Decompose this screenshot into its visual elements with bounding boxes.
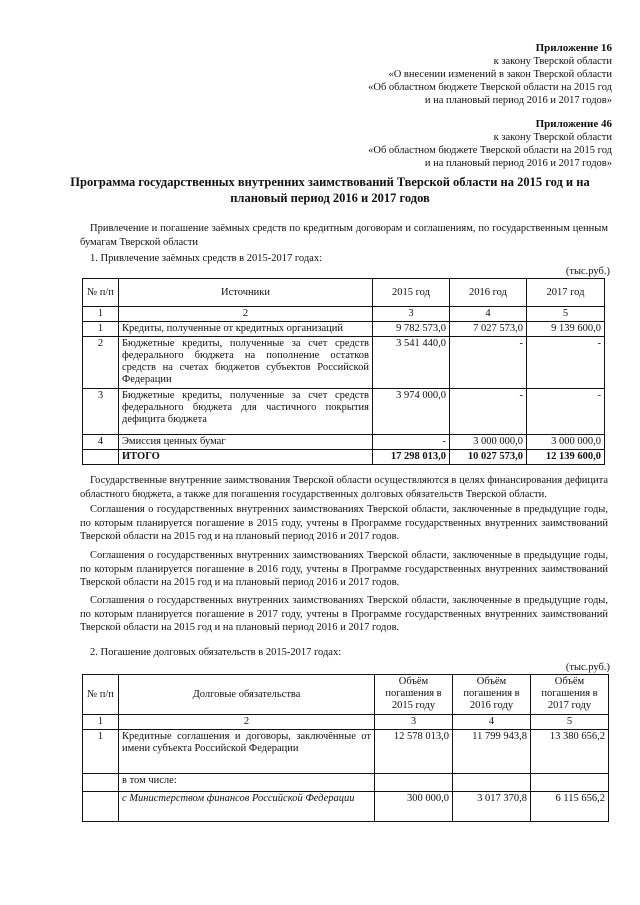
table-row: [83, 792, 609, 822]
table-row: [83, 435, 605, 450]
table-row: [83, 730, 609, 774]
header-cell: 2016 год: [450, 279, 527, 307]
value-2016: 7 027 573,0: [450, 322, 527, 337]
column-number: 5: [531, 715, 609, 730]
column-number: 4: [453, 715, 531, 730]
header-cell: Источники: [119, 279, 373, 307]
body-paragraph: Соглашения о государственных внутренних заимствованиях Тверской области, заключенные в предыдущие годы, по которым планируется погашение в 2016 году, учтены в Программе государственных внутренних заимствований Тверской области на 2015 год и на плановый период 2016 и 2017 годов.: [80, 550, 608, 588]
including-label: в том числе:: [119, 774, 375, 792]
section1-heading: 1. Привлечение заёмных средств в 2015-2017 годах:: [90, 253, 323, 264]
section2-unit: (тыс.руб.): [565, 662, 610, 673]
row-number: 4: [83, 435, 119, 450]
obligation-cell: Кредитные соглашения и договоры, заключённые от имени субъекта Российской Федерации: [119, 730, 375, 774]
column-number: 1: [83, 715, 119, 730]
empty-cell: [531, 774, 609, 792]
header-cell: Долговые обязательства: [119, 675, 375, 715]
total-2016: 10 027 573,0: [450, 450, 527, 465]
total-empty-cell: [83, 450, 119, 465]
header-cell: Объём погашения в 2016 году: [453, 675, 531, 715]
value-2016: -: [450, 337, 527, 389]
annex-line: к закону Тверской области: [493, 56, 612, 67]
column-number: 2: [119, 715, 375, 730]
annex-line: к закону Тверской области: [493, 132, 612, 143]
total-row: [83, 450, 605, 465]
column-number: 5: [527, 307, 605, 322]
annex-title: Приложение 46: [535, 118, 612, 130]
annex-16-header: [368, 42, 612, 107]
value-2015: 300 000,0: [375, 792, 453, 822]
repayment-table: [82, 674, 609, 822]
value-2015: 12 578 013,0: [375, 730, 453, 774]
body-paragraph: Государственные внутренние заимствования Тверской области осуществляются в целях финансирования дефицита областного бюджета, а также для погашения государственных долговых обязательств Тверской области.: [80, 475, 608, 500]
row-number: 3: [83, 389, 119, 435]
borrowing-table: [82, 278, 605, 465]
source-cell: Эмиссия ценных бумаг: [119, 435, 373, 450]
column-number: 3: [373, 307, 450, 322]
table-row: [83, 337, 605, 389]
annex-line: и на плановый период 2016 и 2017 годов»: [424, 158, 612, 169]
column-number: 3: [375, 715, 453, 730]
column-number: 2: [119, 307, 373, 322]
total-label: ИТОГО: [119, 450, 373, 465]
value-2015: 9 782 573,0: [373, 322, 450, 337]
source-cell: Кредиты, полученные от кредитных организаций: [119, 322, 373, 337]
table-header-row: [83, 675, 609, 715]
empty-cell: [375, 774, 453, 792]
annex-title: Приложение 16: [535, 42, 612, 54]
value-2015: -: [373, 435, 450, 450]
annex-line: «О внесении изменений в закон Тверской области: [388, 69, 612, 80]
value-2017: -: [527, 389, 605, 435]
header-cell: Объём погашения в 2017 году: [531, 675, 609, 715]
total-2015: 17 298 013,0: [373, 450, 450, 465]
value-2017: 9 139 600,0: [527, 322, 605, 337]
header-cell: 2015 год: [373, 279, 450, 307]
value-2016: 11 799 943,8: [453, 730, 531, 774]
section1-unit: (тыс.руб.): [565, 266, 610, 277]
header-cell: № п/п: [83, 675, 119, 715]
value-2016: 3 000 000,0: [450, 435, 527, 450]
column-number-row: [83, 307, 605, 322]
body-paragraph: Соглашения о государственных внутренних заимствованиях Тверской области, заключенные в предыдущие годы, по которым планируется погашение в 2017 году, учтены в Программе государственных внутренних заимствований Тверской области на 2015 год и на плановый период 2016 и 2017 годов.: [80, 595, 608, 633]
column-number: 4: [450, 307, 527, 322]
empty-cell: [83, 792, 119, 822]
row-number: 1: [83, 730, 119, 774]
source-cell: Бюджетные кредиты, полученные за счет средств федерального бюджета для частичного покрытия дефицита бюджета: [119, 389, 373, 435]
total-2017: 12 139 600,0: [527, 450, 605, 465]
header-cell: Объём погашения в 2015 году: [375, 675, 453, 715]
table-row: [83, 774, 609, 792]
value-2016: -: [450, 389, 527, 435]
column-number: 1: [83, 307, 119, 322]
value-2016: 3 017 370,8: [453, 792, 531, 822]
header-cell: № п/п: [83, 279, 119, 307]
value-2017: 13 380 656,2: [531, 730, 609, 774]
intro-paragraph: Привлечение и погашение заёмных средств по кредитным договорам и соглашениям, по государственным ценным бумагам Тверской области: [80, 223, 608, 248]
header-cell: 2017 год: [527, 279, 605, 307]
column-number-row: [83, 715, 609, 730]
value-2017: 6 115 656,2: [531, 792, 609, 822]
annex-line: «Об областном бюджете Тверской области на 2015 год: [368, 82, 612, 93]
value-2015: 3 974 000,0: [373, 389, 450, 435]
empty-cell: [83, 774, 119, 792]
empty-cell: [453, 774, 531, 792]
row-number: 1: [83, 322, 119, 337]
table-header-row: [83, 279, 605, 307]
row-number: 2: [83, 337, 119, 389]
document-title: Программа государственных внутренних заимствований Тверской области на 2015 год и на плановый период 2016 и 2017 годов: [70, 175, 590, 205]
source-cell: Бюджетные кредиты, полученные за счет средств федерального бюджета на пополнение остатков средств на счетах бюджетов субъектов Российской Федерации: [119, 337, 373, 389]
value-2017: -: [527, 337, 605, 389]
value-2015: 3 541 440,0: [373, 337, 450, 389]
obligation-cell: с Министерством финансов Российской Федерации: [119, 792, 375, 822]
body-paragraph: Соглашения о государственных внутренних заимствованиях Тверской области, заключенные в предыдущие годы, по которым планируется погашение в 2015 году, учтены в Программе государственных внутренних заимствований Тверской области на 2015 год и на плановый период 2016 и 2017 годов.: [80, 504, 608, 542]
annex-46-header: [368, 118, 612, 170]
table-row: [83, 322, 605, 337]
table-row: [83, 389, 605, 435]
annex-line: «Об областном бюджете Тверской области на 2015 год: [368, 145, 612, 156]
section2-heading: 2. Погашение долговых обязательств в 2015-2017 годах:: [90, 647, 342, 658]
value-2017: 3 000 000,0: [527, 435, 605, 450]
annex-line: и на плановый период 2016 и 2017 годов»: [424, 95, 612, 106]
